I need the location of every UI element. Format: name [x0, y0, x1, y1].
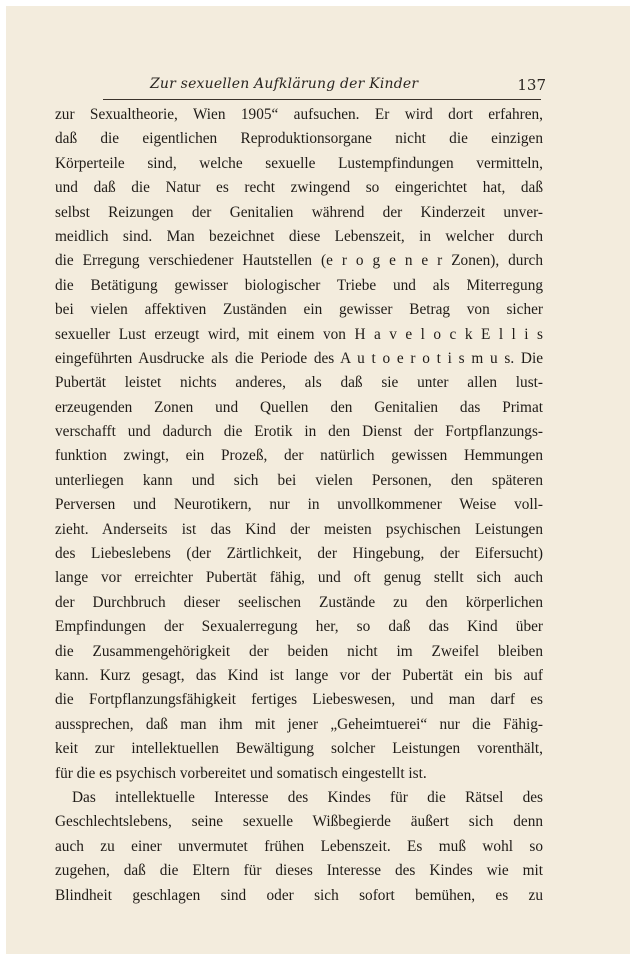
text-line: zur Sexualtheorie, Wien 1905“ aufsuchen. Er wird dort erfahren, — [55, 106, 543, 123]
text-line: die Fortpflanzungsfähigkeit fertiges Liebeswesen, und man darf es — [55, 691, 543, 709]
text-line: auch zu einer unvermutet frühen Lebenszeit. Es muß wohl so — [55, 837, 543, 855]
text-line: bei vielen affektiven Zuständen ein gewisser Betrag von sicher — [55, 301, 543, 319]
text-line: die Zusammengehörigkeit der beiden nicht im Zweifel bleiben — [55, 642, 543, 660]
text-line: und daß die Natur es recht zwingend so eingerichtet hat, daß — [55, 179, 543, 197]
text-line: keit zur intellektuellen Bewältigung solcher Leistungen vorenthält, — [55, 740, 543, 758]
text-line: aussprechen, daß man ihm mit jener „Geheimtuerei“ nur die Fähig- — [55, 715, 543, 733]
text-line: Pubertät leistet nichts anderes, als daß sie unter allen lust- — [55, 374, 543, 392]
text-line: verschafft und dadurch die Erotik in den Dienst der Fortpflanzungs- — [55, 423, 543, 441]
text-line: lange vor erreichter Pubertät fähig, und oft genug stellt sich auch — [55, 569, 543, 587]
paragraph-1 — [55, 103, 543, 786]
text-line: zieht. Anderseits ist das Kind der meisten psychischen Leistungen — [55, 520, 543, 538]
text-line: erzeugenden Zonen und Quellen den Genitalien das Primat — [55, 398, 543, 416]
text-line: selbst Reizungen der Genitalien während der Kinderzeit unver- — [55, 203, 543, 221]
text-line: unterliegen kann und sich bei vielen Personen, den späteren — [55, 471, 543, 489]
header-rule — [103, 99, 541, 100]
text-line: für die es psychisch vorbereitet und somatisch eingestellt ist. — [55, 764, 427, 782]
text-line: Perversen und Neurotikern, nur in unvollkommener Weise voll- — [55, 496, 543, 514]
text-line: zugehen, daß die Eltern für dieses Interesse des Kindes wie mit — [55, 862, 543, 880]
text-line: Körperteile sind, welche sexuelle Lustempfindungen vermitteln, — [55, 154, 543, 172]
paragraph-2 — [55, 786, 543, 908]
body-text — [55, 103, 543, 908]
text-line: sexueller Lust erzeugt wird, mit einem von H a v e l o c k E l l i s — [55, 325, 543, 343]
text-line: eingeführten Ausdrucke als die Periode des A u t o e r o t i s m u s. Die — [55, 349, 543, 367]
page-header — [110, 74, 546, 98]
text-line: der Durchbruch dieser seelischen Zustände zu den körperlichen — [55, 593, 543, 611]
text-line: kann. Kurz gesagt, das Kind ist lange vor der Pubertät ein bis auf — [55, 666, 543, 684]
text-line: Geschlechtslebens, seine sexuelle Wißbegierde äußert sich denn — [55, 813, 543, 831]
text-line: Empfindungen der Sexualerregung her, so daß das Kind über — [55, 618, 543, 636]
text-line: die Betätigung gewisser biologischer Triebe und als Miterregung — [55, 276, 543, 294]
text-line: funktion zwingt, ein Prozeß, der natürlich gewissen Hemmungen — [55, 447, 543, 465]
page-number: 137 — [517, 76, 546, 94]
text-line: daß die eigentlichen Reproduktionsorgane nicht die einzigen — [55, 130, 543, 148]
text-line: Blindheit geschlagen sind oder sich sofort bemühen, es zu — [55, 886, 543, 904]
running-title: Zur sexuellen Aufklärung der Kinder — [150, 76, 419, 92]
text-line: des Liebeslebens (der Zärtlichkeit, der Hingebung, der Eifersucht) — [55, 545, 543, 563]
text-line: die Erregung verschiedener Hautstellen (e r o g e n e r Zonen), durch — [55, 252, 543, 270]
text-line: Das intellektuelle Interesse des Kindes für die Rätsel des — [72, 788, 543, 806]
text-line: meidlich sind. Man bezeichnet diese Lebenszeit, in welcher durch — [55, 227, 543, 245]
